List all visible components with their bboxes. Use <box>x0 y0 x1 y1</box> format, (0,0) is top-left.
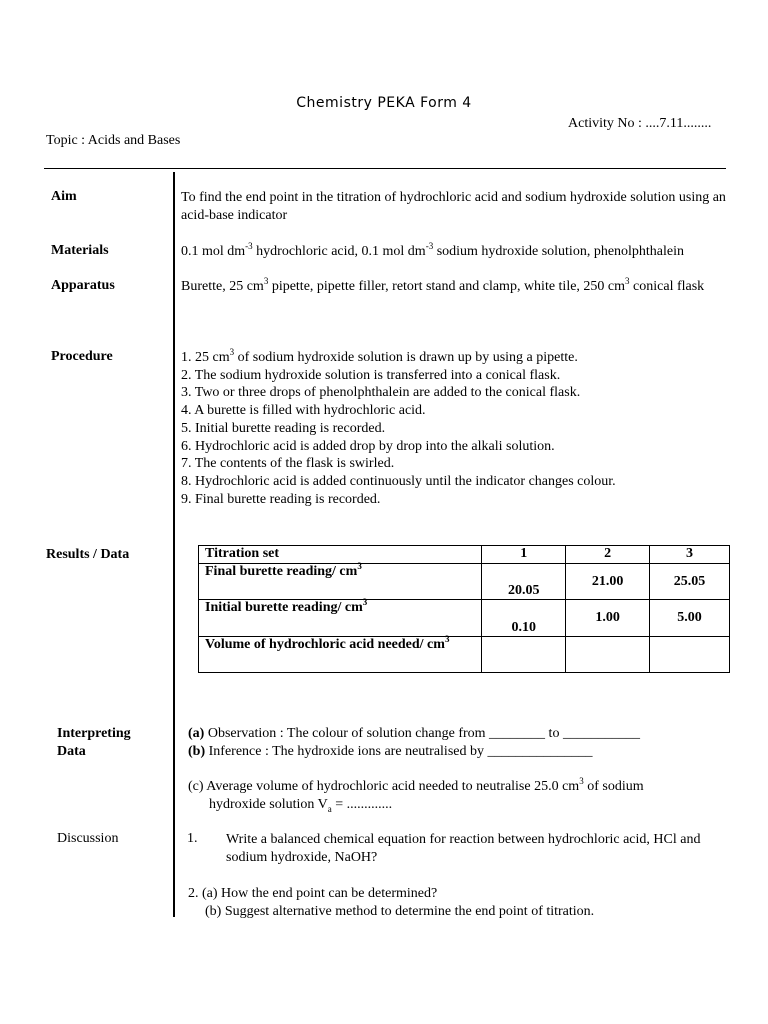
question-2a: 2. (a) How the end point can be determined? <box>188 886 438 901</box>
materials-text: 0.1 mol $dm^{-3}$ hydrochloric acid, 0.1 mol $dm^{-3}$ sodium hydroxide solution, phenolphthalein <box>181 241 685 259</box>
observation-line: (a) Observation : The colour of solution change from ________ to ___________ <box>188 726 640 741</box>
header-divider <box>44 168 726 169</box>
table-cell: 0.10 <box>482 600 566 637</box>
table-header-cell: 2 <box>566 546 650 564</box>
question-1-number: 1. <box>187 831 198 846</box>
procedure-step: 7. The contents of the flask is swirled. <box>181 456 395 472</box>
table-row <box>199 637 730 673</box>
procedure-step: 6. Hydrochloric acid is added drop by drop into the alkali solution. <box>181 438 555 454</box>
results-label: Results / Data <box>46 547 130 562</box>
interpreting-label: Interpreting Data <box>57 726 131 759</box>
topic: Topic : Acids and Bases <box>46 133 181 148</box>
procedure-label: Procedure <box>51 349 113 364</box>
row-label: Volume of hydrochloric acid needed/ $cm^3$ <box>199 637 482 673</box>
procedure-step: 8. Hydrochloric acid is added continuously until the indicator changes colour. <box>181 473 616 489</box>
table-cell: 21.00 <box>566 564 650 600</box>
table-cell: 25.05 <box>650 564 730 600</box>
row-label: Initial burette reading/ $cm^3$ <box>199 600 482 637</box>
table-cell <box>650 637 730 673</box>
table-cell: 5.00 <box>650 600 730 637</box>
inference-line: (b) Inference : The hydroxide ions are neutralised by _______________ <box>188 744 593 759</box>
table-cell: 1.00 <box>566 600 650 637</box>
materials-label: Materials <box>51 243 109 258</box>
procedure-step: 4. A burette is filled with hydrochloric acid. <box>181 403 426 419</box>
question-1-text: Write a balanced chemical equation for reaction between hydrochloric acid, HCl and sodium hydroxide, NaOH? <box>226 832 701 865</box>
procedure-list <box>181 349 731 508</box>
table-row <box>199 600 730 637</box>
results-table <box>198 545 730 673</box>
table-cell <box>566 637 650 673</box>
table-header-cell: 1 <box>482 546 566 564</box>
discussion-label: Discussion <box>57 831 119 846</box>
procedure-step: 3. Two or three drops of phenolphthalein are added to the conical flask. <box>181 385 581 401</box>
table-header-row <box>199 546 730 564</box>
table-cell: 20.05 <box>482 564 566 600</box>
apparatus-label: Apparatus <box>51 278 115 293</box>
apparatus-text: Burette, 25 $cm^3$ pipette, pipette filler, retort stand and clamp, white tile, 250 $cm^3$ conical flask <box>181 276 705 294</box>
table-header-cell: 3 <box>650 546 730 564</box>
procedure-step: 2. The sodium hydroxide solution is transferred into a conical flask. <box>181 367 561 383</box>
table-row <box>199 564 730 600</box>
table-cell <box>482 637 566 673</box>
question-2b: (b) Suggest alternative method to determine the end point of titration. <box>205 904 595 919</box>
procedure-step: 9. Final burette reading is recorded. <box>181 491 381 507</box>
aim-text: To find the end point in the titration of hydrochloric acid and sodium hydroxide solution using an acid-base indicator <box>181 190 726 223</box>
interpreting-c: (c) Average volume of hydrochloric acid needed to neutralise 25.0 $cm^3$ of sodium hydroxide solution $V_a$ = ............. <box>188 776 644 814</box>
row-label: Final burette reading/ $cm^3$ <box>199 564 482 600</box>
table-header-cell: Titration set <box>199 546 482 564</box>
page-title: Chemistry PEKA Form 4 <box>296 95 472 111</box>
procedure-step: 5. Initial burette reading is recorded. <box>181 420 386 436</box>
question-2 <box>188 885 594 921</box>
activity-number: Activity No : ....7.11........ <box>568 116 712 131</box>
column-divider <box>173 172 175 917</box>
procedure-step: 1. 25 $cm^3$ of sodium hydroxide solution is drawn up by using a pipette. <box>181 347 578 365</box>
aim-label: Aim <box>51 189 77 204</box>
interpreting-ab <box>188 725 728 761</box>
